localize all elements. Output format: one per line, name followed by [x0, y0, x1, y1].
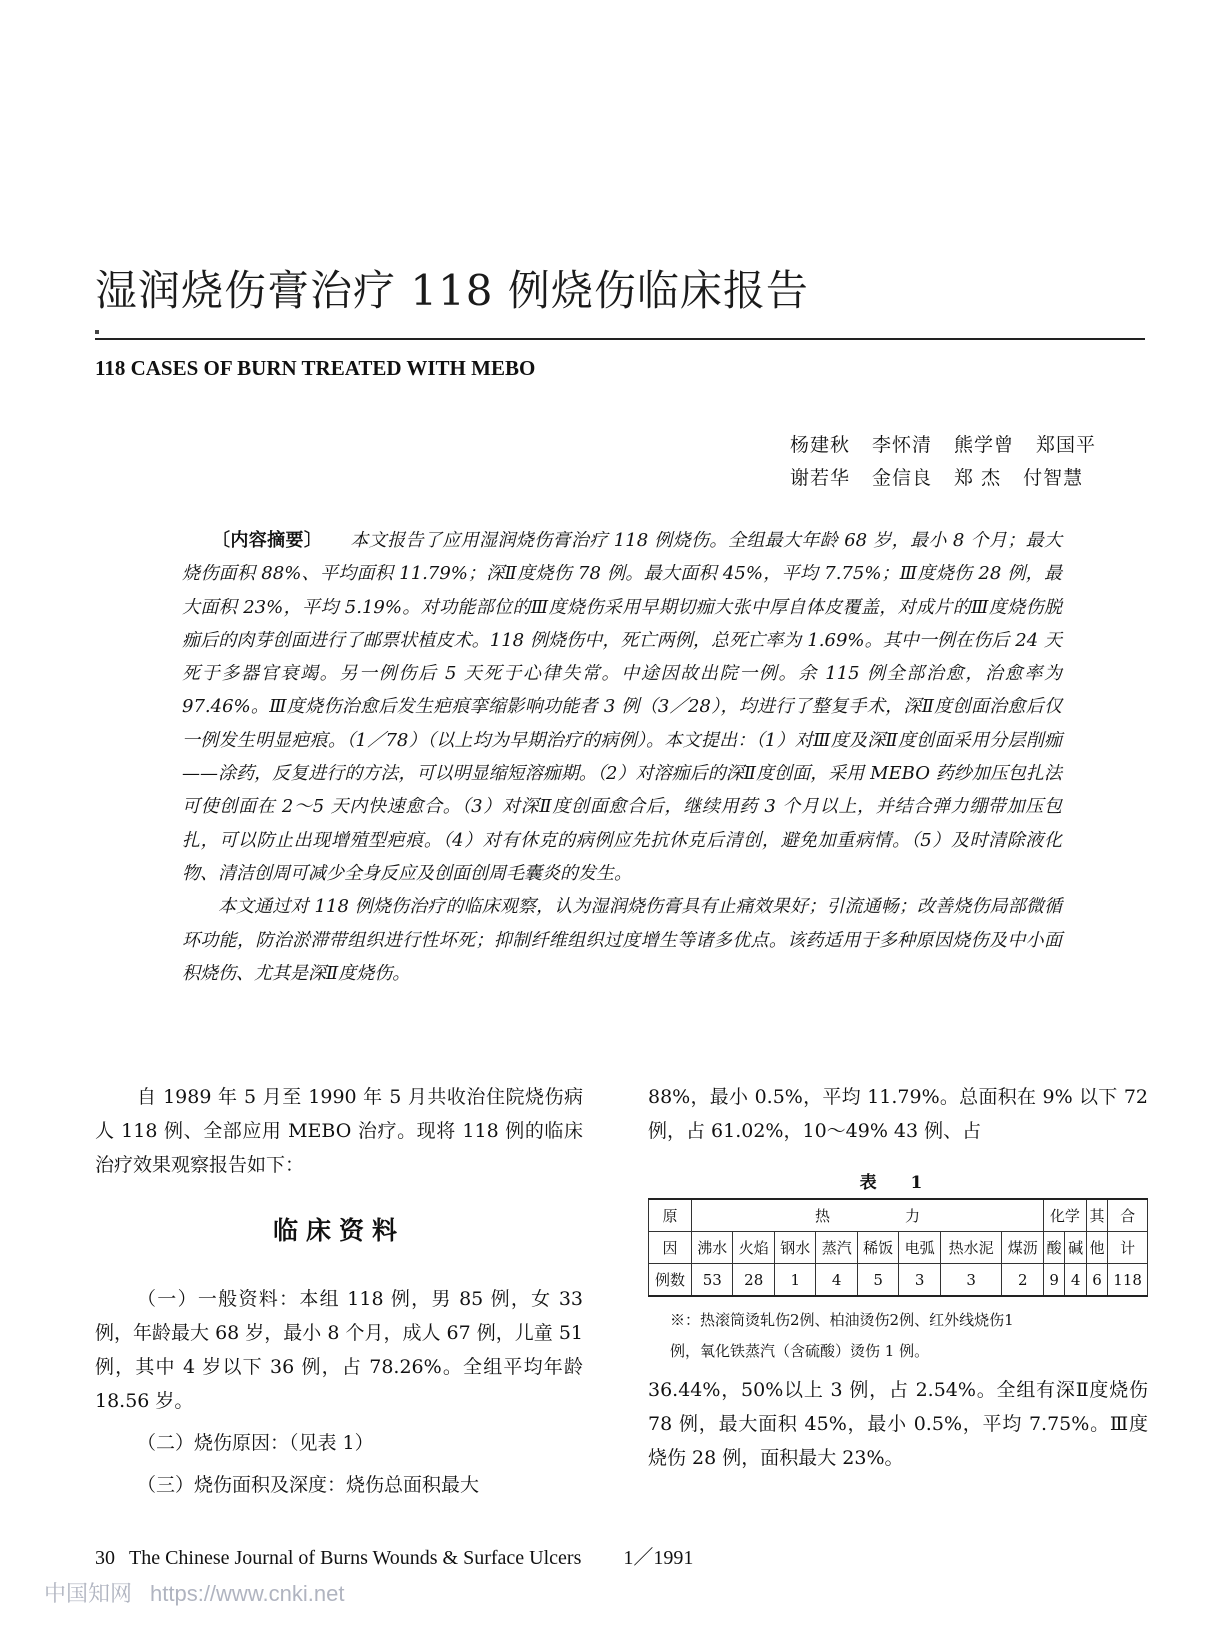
paper-title-en: 118 CASES OF BURN TREATED WITH MEBO	[95, 356, 536, 380]
burn-cause-paragraph: （二）烧伤原因：（见表 1）	[137, 1432, 374, 1454]
table-cell: 电弧	[899, 1232, 940, 1264]
table-group-chemical: 化学	[1043, 1199, 1086, 1232]
title-rule	[95, 338, 1145, 340]
table-cell: 热水泥	[940, 1232, 1002, 1264]
burn-area-continued: 88%，最小 0.5%，平均 11.79%。总面积在 9% 以下 72 例，占 61.02%，10～49% 43 例、占	[648, 1086, 1148, 1142]
table-cell: 他	[1086, 1232, 1107, 1264]
table-cell: 6	[1086, 1264, 1107, 1297]
page-number: 30	[95, 1547, 115, 1569]
right-column-top	[648, 1080, 1148, 1148]
abstract-label: 〔内容摘要〕	[212, 530, 323, 551]
table-cell: 2	[1002, 1264, 1043, 1297]
table-cell: 118	[1108, 1264, 1148, 1297]
intro-paragraph: 自 1989 年 5 月至 1990 年 5 月共收治住院烧伤病人 118 例、全部应用 MEBO 治疗。现将 118 例的临床治疗效果观察报告如下：	[95, 1086, 583, 1176]
author-line-1	[790, 430, 1118, 457]
right-column-bottom	[648, 1373, 1148, 1475]
table-cell: 碱	[1065, 1232, 1086, 1264]
cnki-watermark	[44, 1577, 344, 1608]
author-name: 谢若华	[790, 467, 851, 489]
burn-depth-paragraph: 36.44%，50%以上 3 例，占 2.54%。全组有深Ⅱ度烧伤 78 例，最大面积 45%，最小 0.5%，平均 7.75%。Ⅲ度烧伤 28 例，面积最大 23%。	[648, 1379, 1148, 1469]
table-cell: 4	[1065, 1264, 1086, 1297]
table-data-row	[649, 1264, 1148, 1297]
page-footer	[95, 1541, 693, 1570]
burn-area-paragraph: （三）烧伤面积及深度：烧伤总面积最大	[137, 1474, 480, 1496]
author-name: 郑 杰	[954, 467, 1002, 489]
table-caption: 表 1	[859, 1173, 937, 1193]
table-cell: 煤沥	[1002, 1232, 1043, 1264]
table-group-other: 其	[1086, 1199, 1107, 1232]
journal-issue: 1／1991	[623, 1547, 694, 1569]
table-cell: 计	[1108, 1232, 1148, 1264]
table-cell: 28	[733, 1264, 774, 1297]
table-cell: 火焰	[733, 1232, 774, 1264]
abstract-paragraph-2: 本文通过对 118 例烧伤治疗的临床观察，认为湿润烧伤膏具有止痛效果好；引流通畅；改善烧伤局部微循环功能，防治淤滞带组织进行性坏死；抑制纤维组织过度增生等诸多优点。该药适用于多种原因烧伤及中小面积烧伤、尤其是深Ⅱ度烧伤。	[182, 896, 1062, 984]
general-data-paragraph: （一）一般资料：本组 118 例，男 85 例，女 33 例，年龄最大 68 岁，最小 8 个月，成人 67 例，儿童 51 例，其中 4 岁以下 36 例，占 78.26%。全组平均年龄 18.56 岁。	[95, 1288, 583, 1412]
paper-title-cn: 湿润烧伤膏治疗 118 例烧伤临床报告	[95, 266, 809, 315]
abstract-text-1: 本文报告了应用湿润烧伤膏治疗 118 例烧伤。全组最大年龄 68 岁，最小 8 个月；最大烧伤面积 88%、平均面积 11.79%；深Ⅱ度烧伤 78 例。最大面积 45%，平均 7.75%；Ⅲ度烧伤 28 例，最大面积 23%，平均 5.19%。对功能部位的Ⅲ度烧伤采用早期切痂大张中厚自体皮覆盖，对成片的Ⅲ度烧伤脱痂后的肉芽创面进行了邮票状植皮术。118 例烧伤中，死亡两例，总死亡率为 1.69%。其中一例在伤后 24 天死于多器官衰竭。另一例伤后 5 天死于心律失常。中途因故出院一例。余 115 例全部治愈，治愈率为 97.46%。Ⅲ度烧伤治愈后发生疤痕挛缩影响功能者 3 例（3／28），均进行了整复手术，深Ⅱ度创面治愈后仅一例发生明显疤痕。（1／78）（以上均为早期治疗的病例）。本文提出：（1）对Ⅲ度及深Ⅱ度创面采用分层削痂——涂药，反复进行的方法，可以明显缩短溶痂期。（2）对溶痂后的深Ⅱ度创面，采用 MEBO 药纱加压包扎法可使创面在 2～5 天内快速愈合。（3）对深Ⅱ度创面愈合后，继续用药 3 个月以上，并结合弹力绷带加压包扎，可以防止出现增殖型疤痕。（4）对有休克的病例应先抗休克后清创，避免加重病情。（5）及时清除液化物、清洁创周可减少全身反应及创面创周毛囊炎的发生。	[182, 530, 1062, 884]
table-cell: 53	[692, 1264, 733, 1297]
table-note-line-2: 例，氧化铁蒸汽（含硫酸）烫伤 1 例。	[670, 1342, 930, 1360]
table-cell: 9	[1043, 1264, 1064, 1297]
burn-cause-table	[648, 1198, 1148, 1297]
table-cell: 因	[649, 1232, 692, 1264]
abstract	[182, 524, 1062, 990]
table-subheader-row	[649, 1232, 1148, 1264]
abstract-paragraph-1	[182, 524, 1062, 890]
author-name: 郑国平	[1036, 434, 1097, 456]
table-header-row	[649, 1199, 1148, 1232]
table-group-thermal: 热 力	[692, 1199, 1044, 1232]
table-group-total: 合	[1108, 1199, 1148, 1232]
watermark-url: https://www.cnki.net	[150, 1581, 345, 1606]
watermark-brand: 中国知网	[44, 1581, 133, 1606]
table-cell: 1	[774, 1264, 815, 1297]
table-cell: 蒸汽	[816, 1232, 857, 1264]
clinical-data-block	[95, 1282, 583, 1510]
table-cell: 酸	[1043, 1232, 1064, 1264]
table-note-line-1: ※：热滚筒烫轧伤2例、柏油烫伤2例、红外线烧伤1	[670, 1311, 1014, 1329]
author-name: 李怀清	[872, 434, 933, 456]
table-cell: 例数	[649, 1264, 692, 1297]
table-note	[670, 1305, 1140, 1367]
section-heading: 临床资料	[272, 1216, 405, 1245]
table-cell: 钢水	[774, 1232, 815, 1264]
author-line-2	[790, 463, 1105, 490]
table-cell: 沸水	[692, 1232, 733, 1264]
author-name: 熊学曾	[954, 434, 1015, 456]
table-header-cell: 原	[649, 1199, 692, 1232]
title-rule-mark	[95, 330, 99, 334]
table-cell: 4	[816, 1264, 857, 1297]
journal-name: The Chinese Journal of Burns Wounds & Surface Ulcers	[129, 1547, 582, 1569]
intro-paragraph-block	[95, 1080, 583, 1182]
author-name: 金信良	[872, 467, 933, 489]
author-name: 付智慧	[1023, 467, 1084, 489]
table-cell: 5	[857, 1264, 898, 1297]
table-cell: 3	[940, 1264, 1002, 1297]
author-name: 杨建秋	[790, 434, 851, 456]
table-cell: 稀饭	[857, 1232, 898, 1264]
table-cell: 3	[899, 1264, 940, 1297]
